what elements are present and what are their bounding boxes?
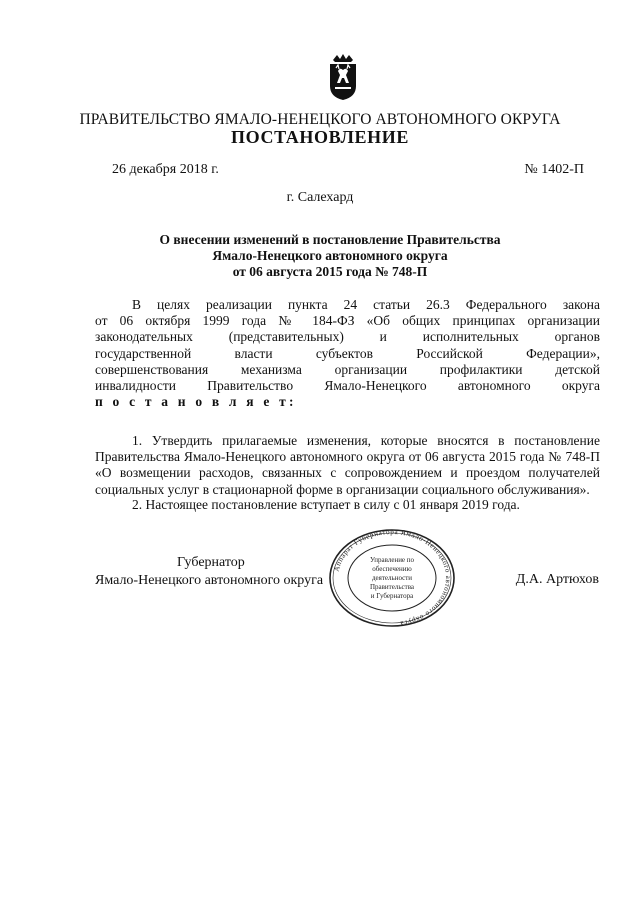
document-type: ПОСТАНОВЛЕНИЕ	[231, 127, 409, 147]
subject-line: от 06 августа 2015 года № 748-П	[232, 264, 428, 279]
preamble-line: от 06 октября 1999 года № 184-ФЗ «Об общих принципах организации	[95, 313, 600, 329]
document-date: 26 декабря 2018 г.	[112, 162, 219, 177]
preamble-line: инвалидности Правительство Ямало-Ненецкого автономного округа	[95, 378, 600, 394]
official-seal-stamp	[328, 528, 456, 628]
preamble-line: В целях реализации пункта 24 статьи 26.3 Федерального закона	[132, 297, 600, 312]
seal-center-line: деятельности	[371, 574, 413, 582]
government-title: ПРАВИТЕЛЬСТВО ЯМАЛО-НЕНЕЦКОГО АВТОНОМНОГО ОКРУГА	[79, 111, 561, 128]
document-number: № 1402-П	[524, 162, 584, 177]
clause-1: 1. Утвердить прилагаемые изменения, которые вносятся в постановление Правительства Ямало-Ненецкого автономного округа от 06 августа 2015 года № 748-П «О возмещении расходов, связанных с сопровождением и проездом получателей социальных услуг в стационарной форме в организации социального обслуживания».	[95, 433, 600, 497]
preamble-line: совершенствования механизма организации профилактики детской	[95, 361, 600, 377]
signer-name: Д.А. Артюхов	[515, 572, 599, 587]
resolves-word: п о с т а н о в л я е т:	[95, 394, 297, 410]
preamble	[95, 297, 600, 410]
clause-2: 2. Настоящее постановление вступает в силу с 01 января 2019 года.	[132, 497, 520, 512]
preamble-line: законодательных (представительных) и исполнительных органов	[95, 329, 600, 345]
preamble-line: государственной власти субъектов Российской Федерации»,	[95, 345, 600, 361]
document-subject	[120, 232, 540, 280]
signer-title-line: Губернатор	[177, 555, 245, 570]
signer-title-line: Ямало-Ненецкого автономного округа	[95, 573, 324, 588]
subject-line: О внесении изменений в постановление Правительства	[159, 232, 501, 247]
seal-ring-text: Аппарат Губернатора Ямало-Ненецкого автономного округа	[332, 528, 453, 628]
seal-center-line: Правительства	[369, 583, 415, 591]
document-city: г. Салехард	[286, 190, 354, 205]
seal-center-line: Управление по	[369, 556, 415, 564]
seal-center-line: и Губернатора	[370, 592, 414, 600]
coat-of-arms-icon	[328, 53, 358, 101]
signer-title	[95, 554, 345, 590]
subject-line: Ямало-Ненецкого автономного округа	[212, 248, 448, 263]
seal-center-line: обеспечению	[372, 565, 412, 573]
